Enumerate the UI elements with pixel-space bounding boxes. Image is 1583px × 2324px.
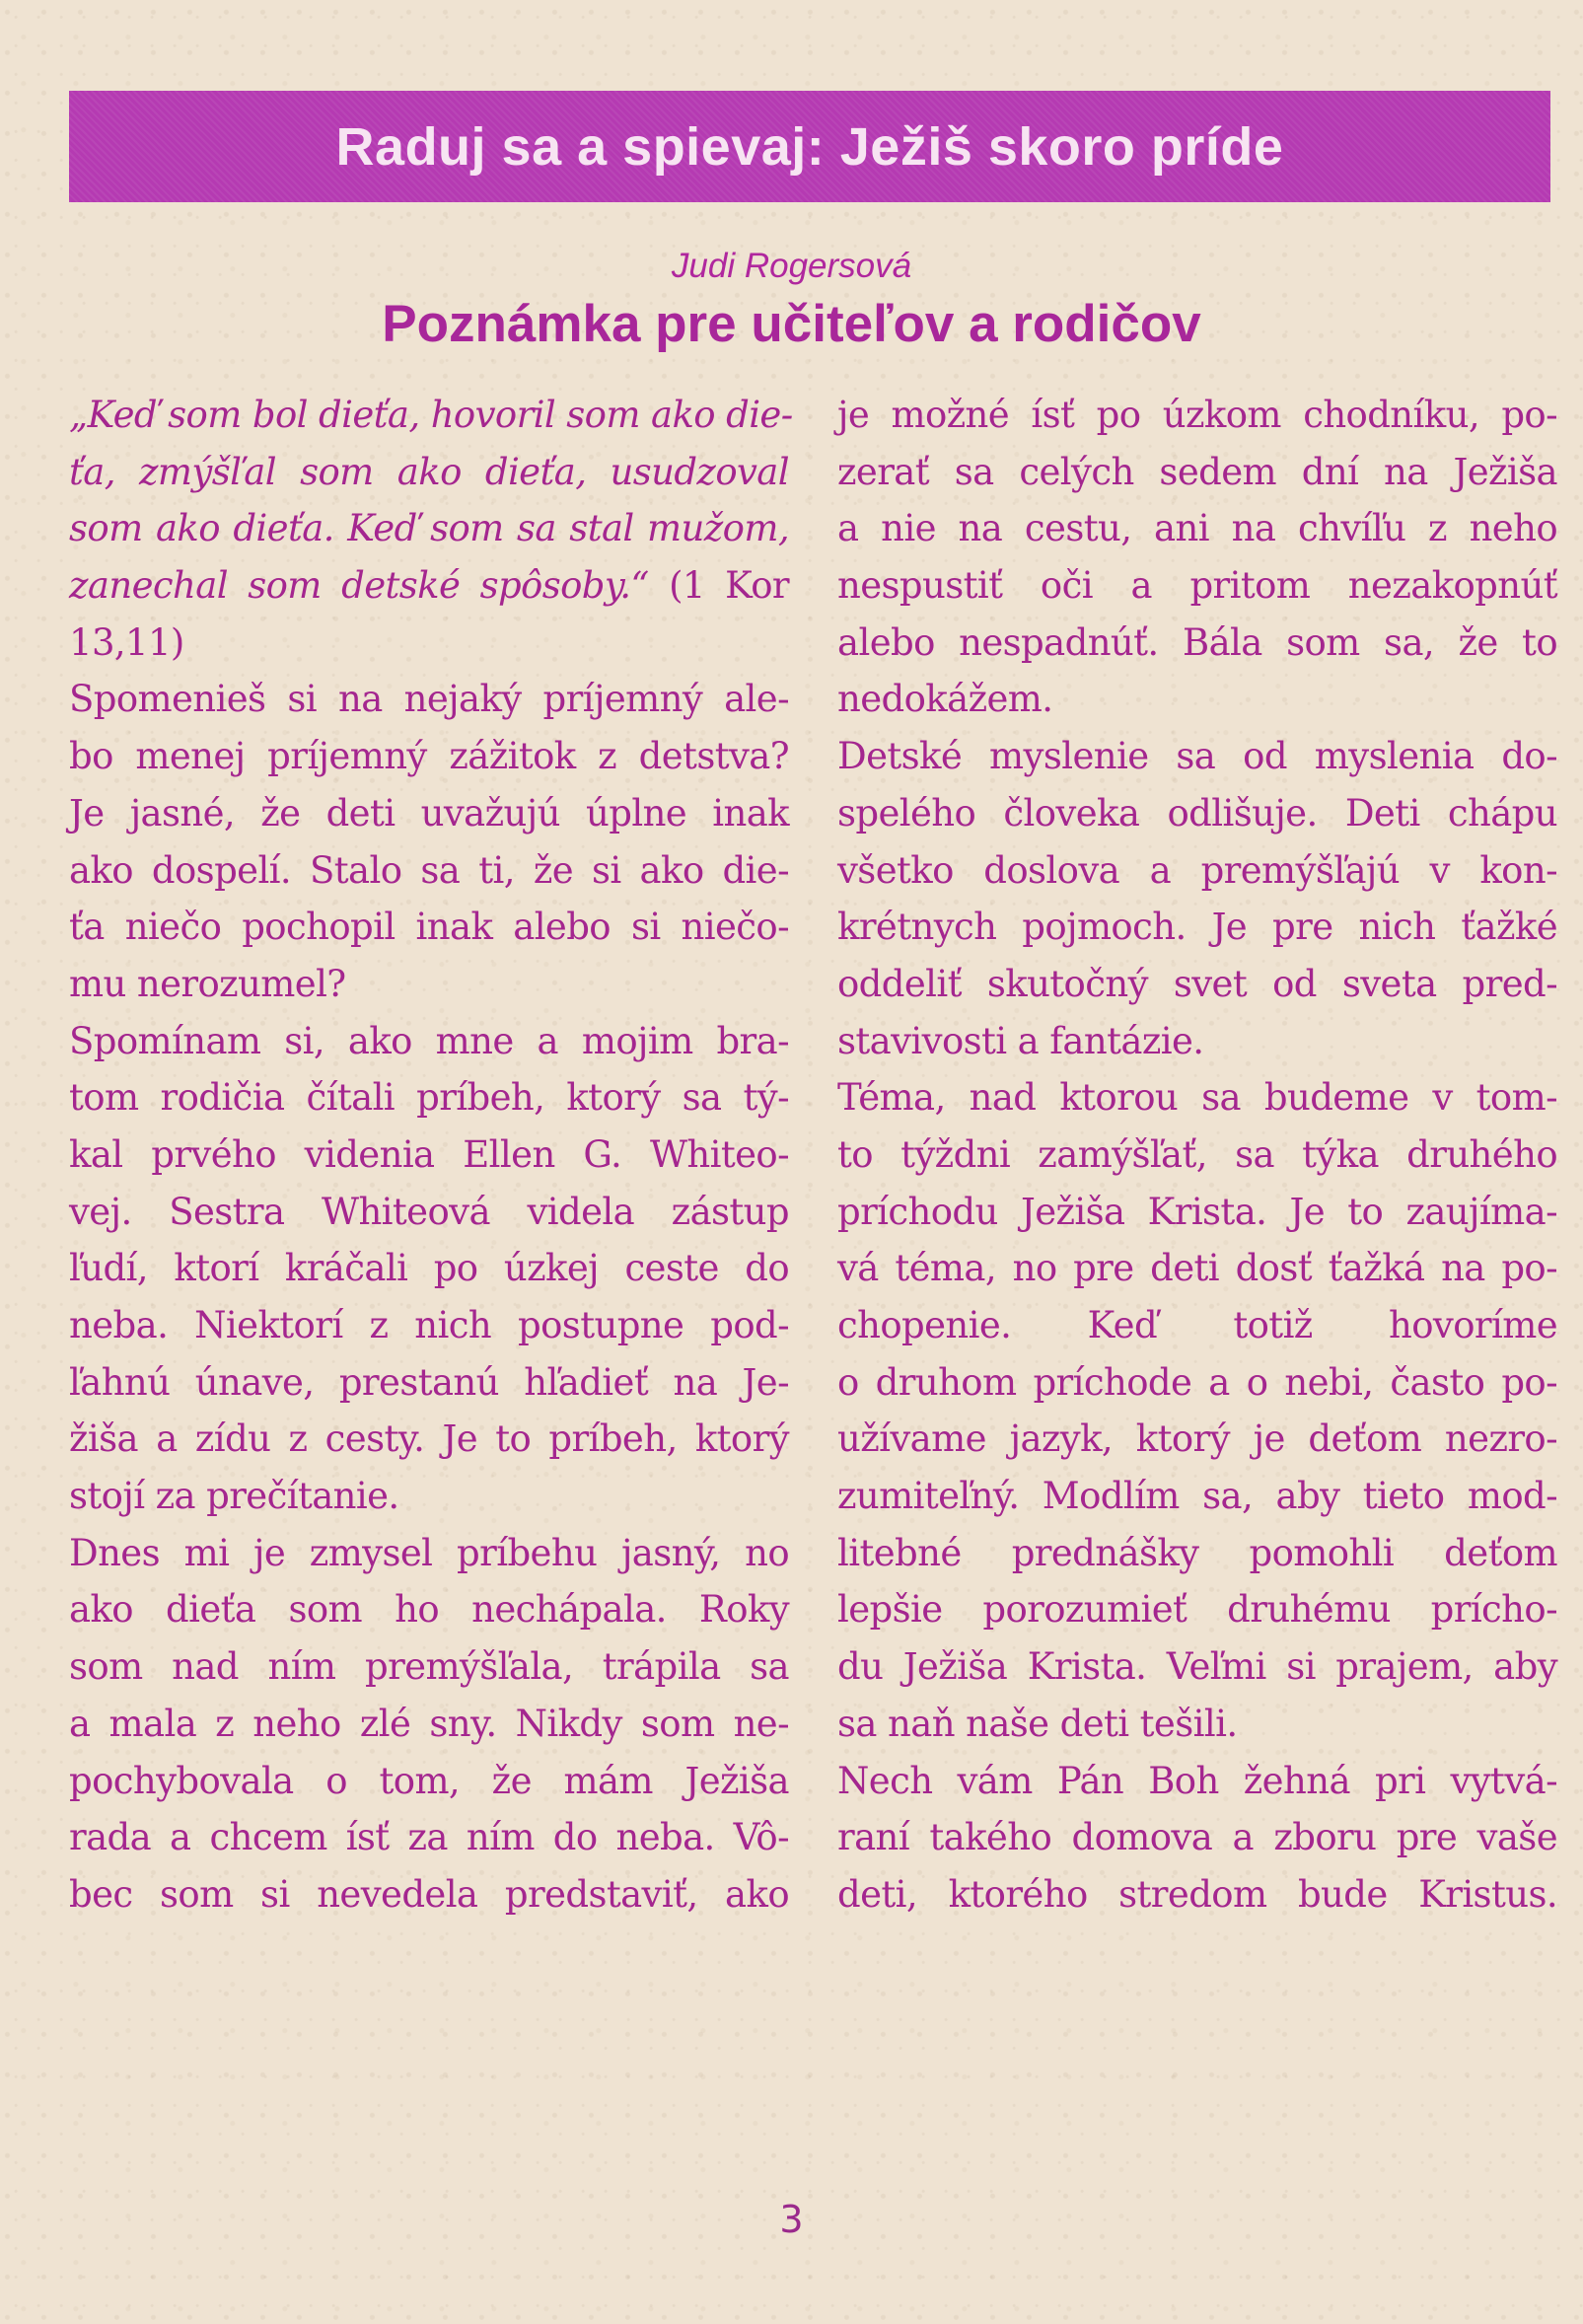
text-line: užívame jazyk, ktorý je deťom nezro- bbox=[837, 1417, 1557, 1461]
text-line: 13,11) bbox=[69, 620, 184, 664]
text-line: Nech vám Pán Boh žehná pri vytvá- bbox=[837, 1759, 1557, 1802]
text-line: Dnes mi je zmysel príbehu jasný, no bbox=[69, 1531, 789, 1574]
text-line: Spomínam si, ako mne a mojim bra- bbox=[69, 1019, 789, 1062]
text-line: vá téma, no pre deti dosť ťažká na po- bbox=[837, 1247, 1557, 1290]
text-line: Spomenieš si na nejaký príjemný ale- bbox=[69, 678, 789, 721]
text-line: vej. Sestra Whiteová videla zástup bbox=[69, 1190, 789, 1233]
text-line: stojí za prečítanie. bbox=[69, 1475, 399, 1518]
page-number: 3 bbox=[779, 2198, 804, 2241]
text-line: Detské myslenie sa od myslenia do- bbox=[837, 735, 1557, 778]
page-title: Raduj sa a spievaj: Ježiš skoro príde bbox=[335, 116, 1284, 177]
text-line: ľudí, ktorí kráčali po úzkej ceste do bbox=[69, 1247, 789, 1290]
text-line: a nie na cestu, ani na chvíľu z neho bbox=[837, 507, 1557, 550]
text-line: chopenie. Keď totiž hovoríme bbox=[837, 1304, 1557, 1346]
text-line: alebo nespadnúť. Bála som sa, že to bbox=[837, 620, 1557, 664]
text-line: ako dospelí. Stalo sa ti, že si ako die- bbox=[69, 848, 789, 892]
article-subtitle: Poznámka pre učiteľov a rodičov bbox=[382, 295, 1201, 353]
title-banner bbox=[69, 91, 1550, 202]
text-line: stavivosti a fantázie. bbox=[837, 1019, 1204, 1062]
text-line: a mala z neho zlé sny. Nikdy som ne- bbox=[69, 1702, 789, 1745]
text-line: zerať sa celých sedem dní na Ježiša bbox=[837, 450, 1557, 493]
quote-fragment: zanechal som detské spôsoby.“ bbox=[69, 564, 649, 608]
text-line: du Ježiša Krista. Veľmi si prajem, aby bbox=[837, 1645, 1557, 1689]
text-line: sa naň naše deti tešili. bbox=[837, 1702, 1238, 1745]
text-line: deti, ktorého stredom bude Kristus. bbox=[837, 1872, 1557, 1916]
text-line: je možné ísť po úzkom chodníku, po- bbox=[837, 394, 1557, 436]
text-line: rada a chcem ísť za ním do neba. Vô- bbox=[69, 1816, 789, 1859]
text-line: o druhom príchode a o nebi, často po- bbox=[837, 1360, 1557, 1404]
text-line: krétnych pojmoch. Je pre nich ťažké bbox=[837, 906, 1557, 949]
text-line: bo menej príjemný zážitok z detstva? bbox=[69, 735, 789, 778]
text-line: príchodu Ježiša Krista. Je to zaujíma- bbox=[837, 1190, 1557, 1233]
text-line: žiša a zídu z cesty. Je to príbeh, ktorý bbox=[69, 1417, 789, 1461]
text-line: litebné prednášky pomohli deťom bbox=[837, 1531, 1557, 1574]
text-line: Je jasné, že deti uvažujú úplne inak bbox=[69, 791, 789, 835]
text-line: všetko doslova a premýšľajú v kon- bbox=[837, 848, 1557, 892]
text-line: Téma, nad ktorou sa budeme v tom- bbox=[837, 1076, 1557, 1120]
text-line: zumiteľný. Modlím sa, aby tieto mod- bbox=[837, 1475, 1557, 1518]
text-line: ľahnú únave, prestanú hľadieť na Je- bbox=[69, 1360, 789, 1404]
text-line: bec som si nevedela predstaviť, ako bbox=[69, 1872, 789, 1916]
author-name: Judi Rogersová bbox=[671, 247, 912, 285]
text-line: „Keď som bol dieťa, hovoril som ako die- bbox=[69, 394, 793, 436]
text-line: nedokážem. bbox=[837, 678, 1053, 721]
text-line: mu nerozumel? bbox=[69, 962, 346, 1005]
text-line: pochybovala o tom, že mám Ježiša bbox=[69, 1759, 789, 1802]
text-line: ťa niečo pochopil inak alebo si niečo- bbox=[69, 906, 789, 949]
text-line: ťa, zmýšľal som ako dieťa, usudzoval bbox=[69, 450, 789, 493]
text-line: nespustiť oči a pritom nezakopnúť bbox=[837, 564, 1557, 608]
left-column bbox=[69, 387, 793, 1924]
right-column bbox=[837, 387, 1557, 1924]
text-line: neba. Niektorí z nich postupne pod- bbox=[69, 1304, 789, 1346]
text-line: kal prvého videnia Ellen G. Whiteo- bbox=[69, 1132, 789, 1176]
text-line: ako dieťa som ho nechápala. Roky bbox=[69, 1588, 789, 1632]
text-line: spelého človeka odlišuje. Deti chápu bbox=[837, 791, 1557, 835]
text-line: som ako dieťa. Keď som sa stal mužom, bbox=[69, 507, 789, 550]
text-line: raní takého domova a zboru pre vaše bbox=[837, 1816, 1557, 1859]
text-line: som nad ním premýšľala, trápila sa bbox=[69, 1645, 789, 1689]
text-line: tom rodičia čítali príbeh, ktorý sa tý- bbox=[69, 1076, 789, 1120]
text-line bbox=[69, 557, 789, 615]
bible-reference: (1 Kor bbox=[648, 564, 789, 608]
text-line: to týždni zamýšľať, sa týka druhého bbox=[837, 1132, 1557, 1176]
text-line: lepšie porozumieť druhému prícho- bbox=[837, 1588, 1557, 1632]
text-line: oddeliť skutočný svet od sveta pred- bbox=[837, 962, 1557, 1005]
